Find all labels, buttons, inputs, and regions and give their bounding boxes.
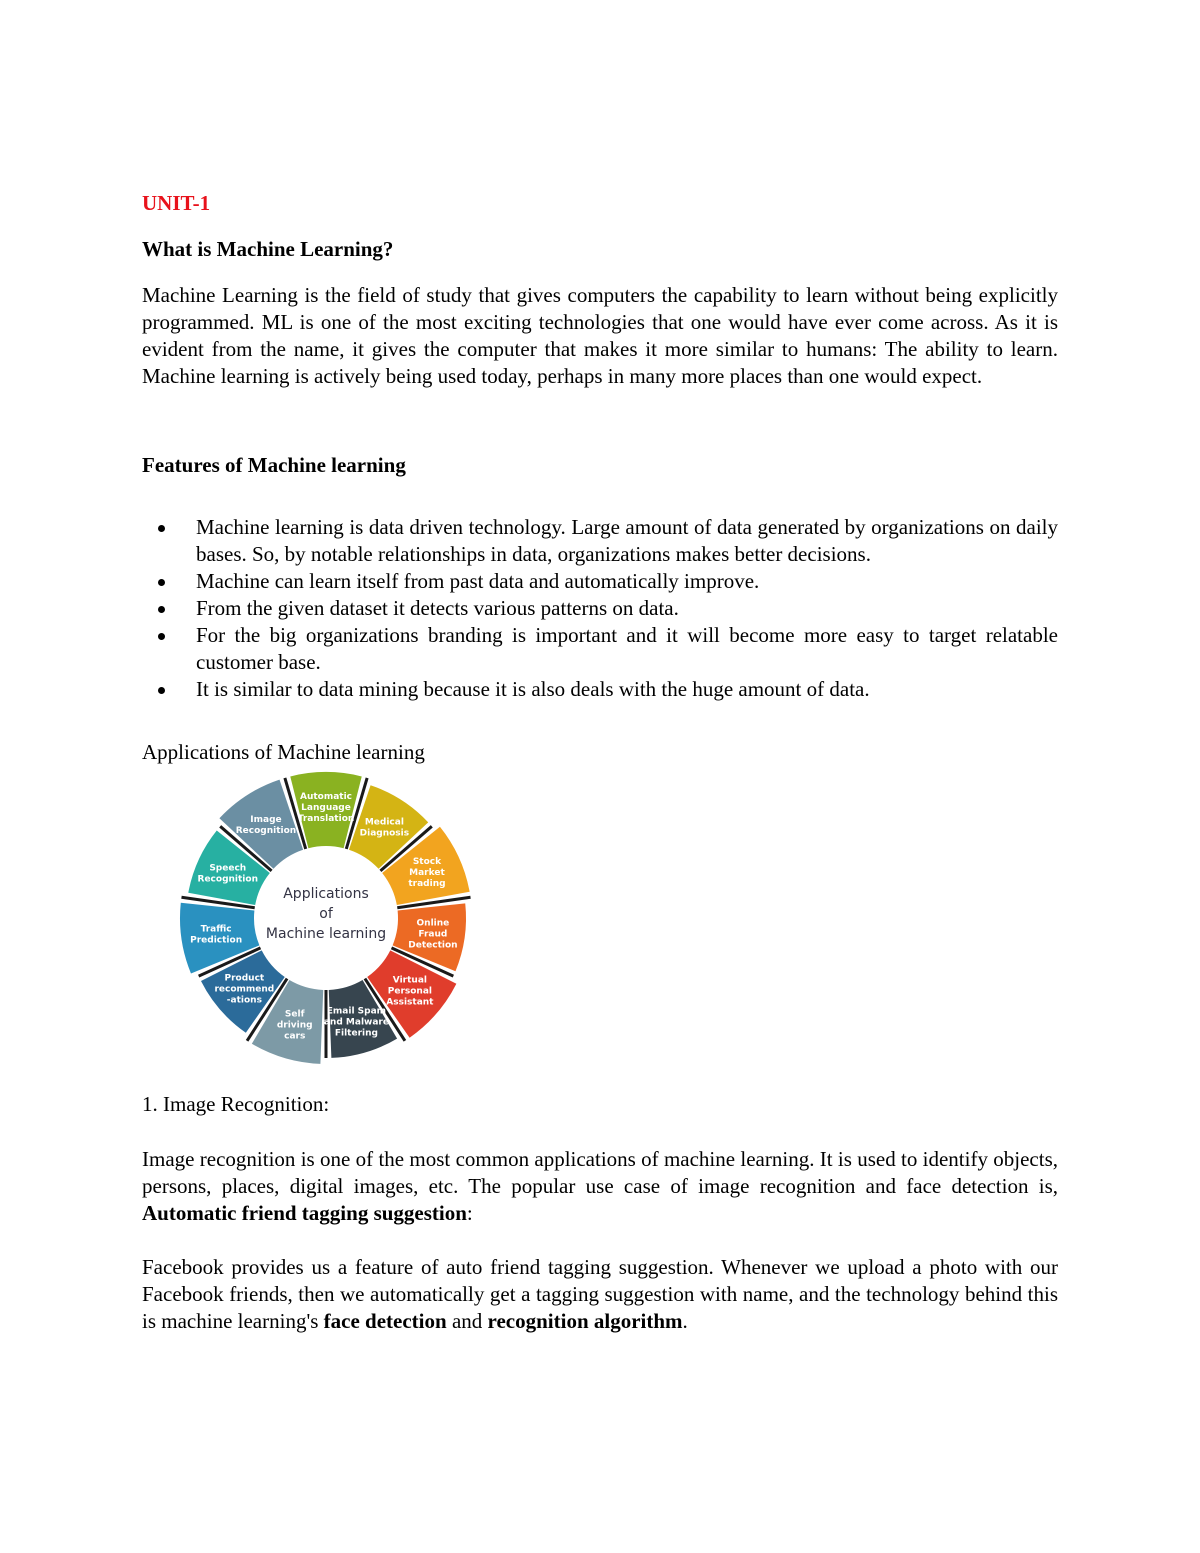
image-recognition-heading: 1. Image Recognition: [142,1092,330,1116]
features-list [142,514,1058,703]
wheel-segment-label: Medical Diagnosis [359,817,410,839]
wheel-segment-label: Traffic Prediction [190,924,243,946]
list-item: For the big organizations branding is important and it will become more easy to target relatable customer base. [142,622,1058,676]
image-recognition-text: Image recognition is one of the most common applications of machine learning. It is used to identify objects, persons, places, digital images, etc. The popular use case of image recognition and face detection is, [142,1147,1058,1198]
wheel-center-label: Applications of Machine learning [265,886,387,942]
list-item: It is similar to data mining because it is also deals with the huge amount of data. [142,676,1058,703]
recognition-algorithm-bold: recognition algorithm [487,1309,683,1333]
applications-wheel-diagram [166,766,486,1070]
unit-label: UNIT-1 [142,191,211,215]
face-detection-bold: face detection [323,1309,447,1333]
wheel-segment-label: Product recommend -ations [214,973,275,1006]
applications-title: Applications of Machine learning [142,740,425,764]
list-item: From the given dataset it detects various patterns on data. [142,595,1058,622]
image-recognition-paragraph [142,1146,1058,1227]
wheel-segment-label: Email Spam and Malware Filtering [323,1006,389,1039]
facebook-text-end: . [682,1309,688,1333]
wheel-segment-label: Automatic Language Translation [297,792,355,824]
wheel-segment-label: Online Fraud Detection [408,918,458,951]
wheel-segment-label: Virtual Personal Assistant [386,975,434,1008]
intro-paragraph: Machine Learning is the field of study that gives computers the capability to learn without being explicitly programmed. ML is one of the most exciting technologies that one would have ever come across. As it is evident from the name, it gives the computer that makes it more similar to humans: The ability to learn. Machine learning is actively being used today, perhaps in many more places than one would expect. [142,283,1058,388]
wheel-segment-label: Self driving cars [276,1009,313,1042]
heading-what-is-ml: What is Machine Learning? [142,237,394,261]
facebook-paragraph [142,1254,1058,1335]
facebook-text: Facebook provides us a feature of auto friend tagging suggestion. Whenever we upload a photo with our Facebook friends, then we automatically get a tagging suggestion with name, and the technology behind this is machine learning's [142,1255,1058,1333]
facebook-text-and: and [446,1309,488,1333]
image-recognition-text-end: : [466,1201,473,1225]
wheel-segment-label: Stock Market trading [408,856,446,889]
list-item: Machine can learn itself from past data and automatically improve. [142,568,1058,595]
wheel-segment-label: Image Recognition [235,815,297,837]
image-recognition-bold: Automatic friend tagging suggestion [142,1201,467,1225]
heading-features: Features of Machine learning [142,453,406,477]
list-item: Machine learning is data driven technology. Large amount of data generated by organizations on daily bases. So, by notable relationships in data, organizations makes better decisions. [142,514,1058,568]
wheel-segment-label: Speech Recognition [197,863,258,885]
